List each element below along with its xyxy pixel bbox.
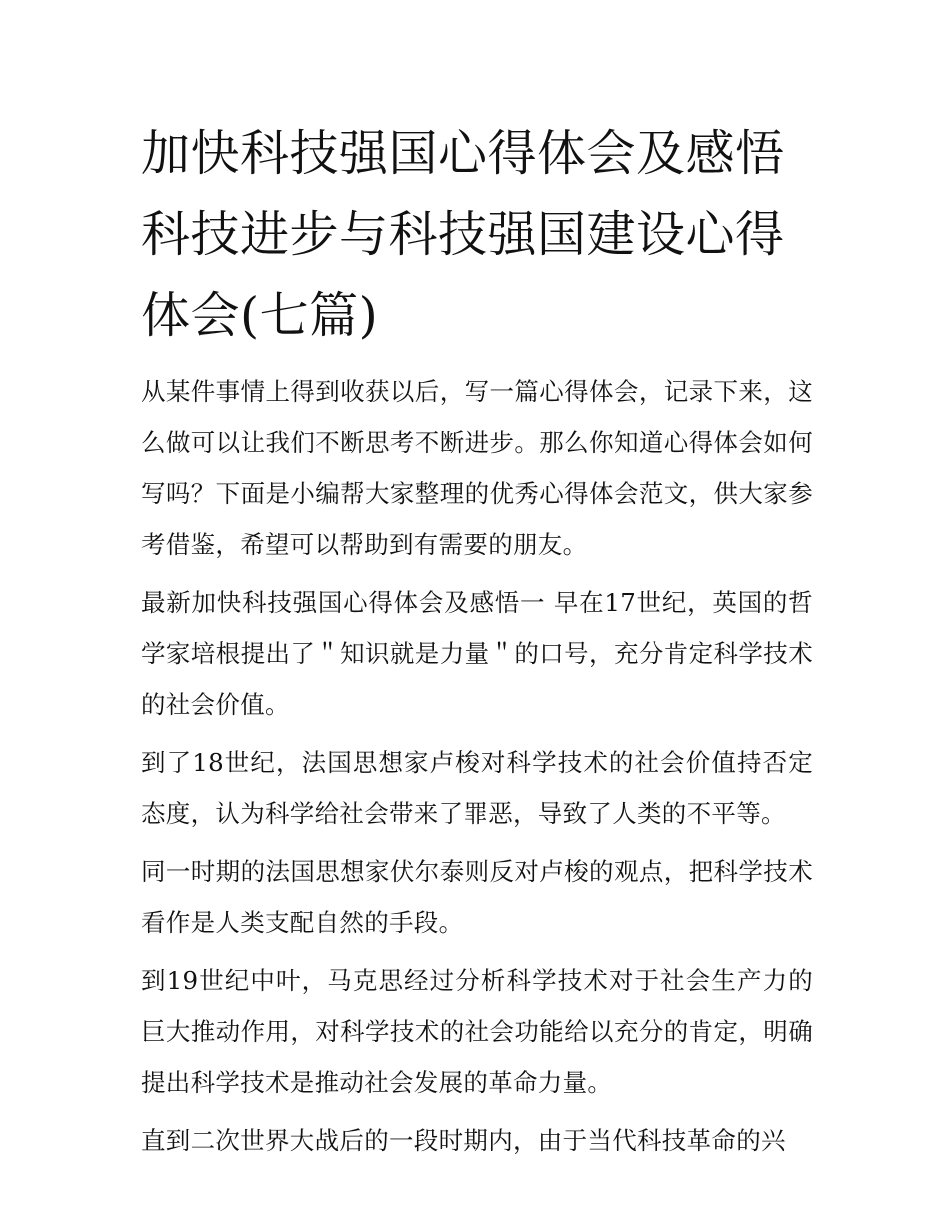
paragraph-marx: 到19世纪中叶，马克思经过分析科学技术对于社会生产力的巨大推动作用，对科学技术的社会功能给以充分的肯定，明确提出科学技术是推动社会发展的革命力量。: [141, 966, 813, 1097]
document-title: 加快科技强国心得体会及感悟科技进步与科技强国建设心得体会(七篇): [141, 125, 785, 344]
paragraph-postwar: 直到二次世界大战后的一段时期内，由于当代科技革命的兴: [141, 1126, 786, 1155]
paragraph-bacon: 最新加快科技强国心得体会及感悟一 早在17世纪，英国的哲学家培根提出了＂知识就是力量＂的口号，充分肯定科学技术的社会价值。: [141, 588, 813, 719]
document-page: [141, 113, 813, 1166]
paragraph-voltaire: 同一时期的法国思想家伏尔泰则反对卢梭的观点，把科学技术看作是人类支配自然的手段。: [141, 857, 813, 937]
paragraph-rousseau: 到了18世纪，法国思想家卢梭对科学技术的社会价值持否定态度，认为科学给社会带来了罪恶，导致了人类的不平等。: [141, 748, 813, 828]
paragraph-intro: 从某件事情上得到收获以后，写一篇心得体会，记录下来，这么做可以让我们不断思考不断进步。那么你知道心得体会如何写吗？下面是小编帮大家整理的优秀心得体会范文，供大家参考借鉴，希望可以帮助到有需要的朋友。: [141, 377, 813, 559]
